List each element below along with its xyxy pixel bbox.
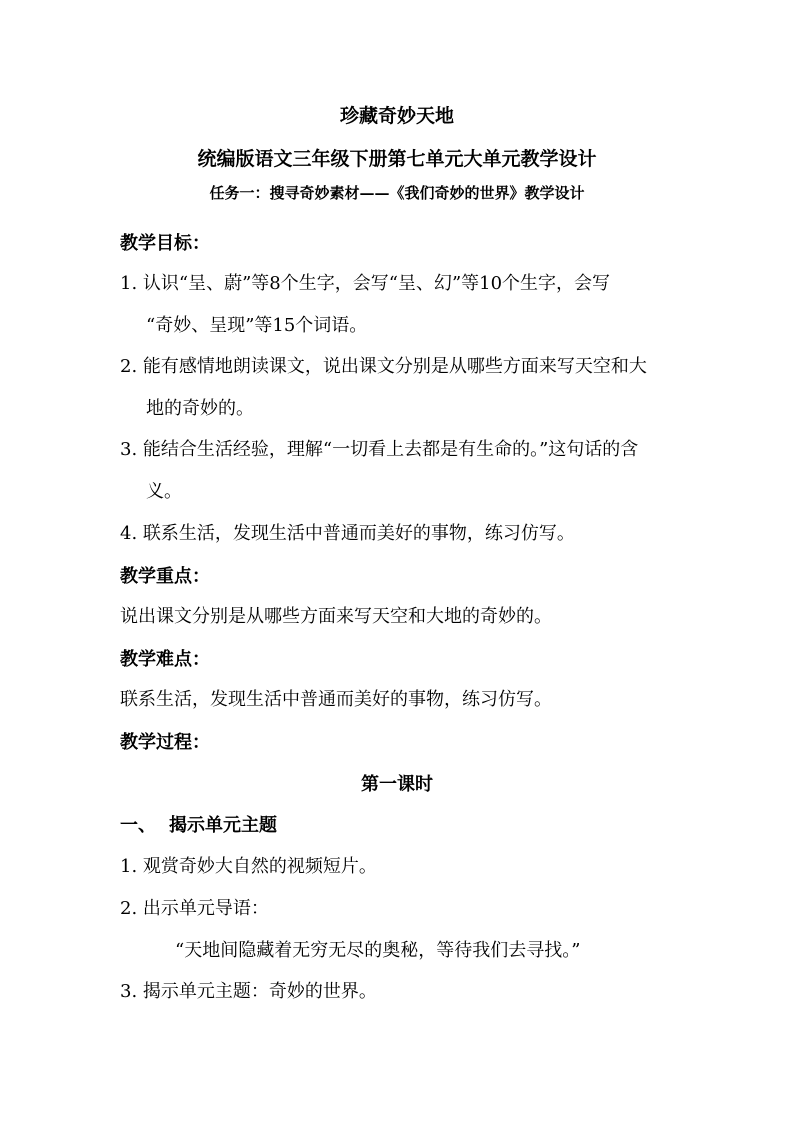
lesson-title: 第一课时 [361,774,433,795]
difficulties-text: 联系生活，发现生活中普通而美好的事物，练习仿写。 [120,689,552,710]
document-subtitle: 统编版语文三年级下册第七单元大单元教学设计 [197,148,597,170]
unit-quote: “天地间隐藏着无穷无尽的奥秘，等待我们去寻找。” [175,940,581,961]
step-2: 2. 出示单元导语： [120,898,269,919]
objectives-heading: 教学目标： [120,233,210,254]
objective-2-line-2: 地的奇妙的。 [146,398,254,419]
objective-4-line-1: 4. 联系生活，发现生活中普通而美好的事物，练习仿写。 [120,523,575,544]
objective-3-line-1: 3. 能结合生活经验，理解“一切看上去都是有生命的。”这句话的含 [120,439,639,460]
difficulties-heading: 教学难点： [120,649,210,670]
section-1-title: 揭示单元主题 [169,815,277,836]
section-1-number: 一、 [120,815,156,836]
objective-3-line-2: 义。 [146,481,182,502]
task-title: 任务一：搜寻奇妙素材——《我们奇妙的世界》教学设计 [209,184,585,202]
objective-1-line-1: 1. 认识“呈、蔚”等8个生字，会写“呈、幻”等10个生字，会写 [120,273,611,294]
document-title: 珍藏奇妙天地 [339,105,454,127]
objective-1-line-2: “奇妙、呈现”等15个词语。 [146,315,368,336]
process-heading: 教学过程： [120,732,210,753]
objective-2-line-1: 2. 能有感情地朗读课文，说出课文分别是从哪些方面来写天空和大 [120,356,647,377]
step-3: 3. 揭示单元主题：奇妙的世界。 [120,981,377,1002]
key-points-heading: 教学重点： [120,566,210,587]
key-points-text: 说出课文分别是从哪些方面来写天空和大地的奇妙的。 [120,606,552,627]
step-1: 1. 观赏奇妙大自然的视频短片。 [120,856,377,877]
